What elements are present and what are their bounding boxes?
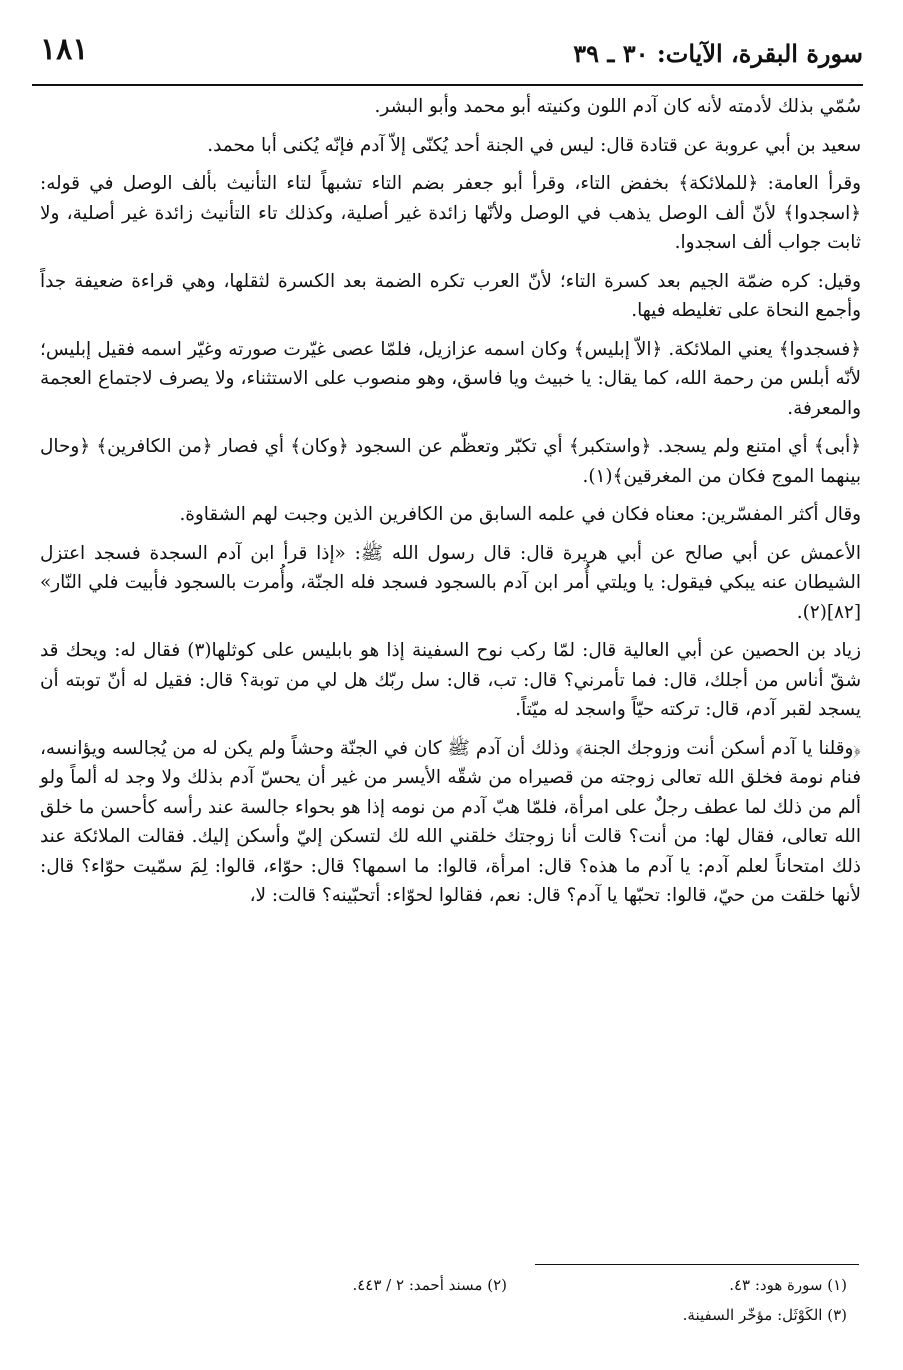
paragraph: ﴿فسجدوا﴾ يعني الملائكة. ﴿الاّ إبليس﴾ وكان اسمه عزازيل، فلمّا عصى غيّرت صورته وغيّر اسمه فقيل إبليس؛ لأنّه أبلس من رحمة الله، كما يقال: يا خبيث ويا فاسق، وهو منصوب على الاستثناء، ولا يصرف لاجتماع العجمة والمعرفة. [40, 338, 861, 419]
paragraph: ﴿وقلنا يا آدم أسكن أنت وزوجك الجنة﴾ وذلك أن آدم ﷺ كان في الجنّة وحشاً ولم يكن له من يُجالسه ويؤانسه، فنام نومة فخلق الله تعالى زوجته من قصيراه من شقّه الأيسر من غير أن يحسّ آدم بذلك ولا وجد له ألماً ولو ألم من ذلك لما عطف رجلٌ على امرأة، فلمّا هبّ آدم من نومه إذا هو بحواء جالسة عند رأسه كأحسن ما خلق الله تعالى، فقال لها: من أنت؟ قالت أنا زوجتك خلقني الله لك لتسكن إليّ وأسكن إليك. فقالت الملائكة عند ذلك امتحاناً لعلم آدم: يا آدم ما هذه؟ قال: امرأة، قالوا: ما اسمها؟ قال: حوّاء، قالوا: لِمَ سمّيت حوّاء؟ قال: لأنها خلقت من حيّ، قالوا: تحبّها يا آدم؟ قال: نعم، فقالوا لحوّاء: أتحبّينه؟ قالت: لا، [40, 737, 861, 906]
paragraph: ﴿أبى﴾ أي امتنع ولم يسجد. ﴿واستكبر﴾ أي تكبّر وتعظّم عن السجود ﴿وكان﴾ أي فصار ﴿من الكافرين﴾ ﴿وحال بينهما الموج فكان من المغرقين﴾(١). [40, 436, 861, 487]
body-text [40, 92, 861, 920]
running-title: سورة البقرة، الآيات: ٣٠ ـ ٣٩ [573, 39, 863, 68]
footnote-3: (٣) الكَوْثَل: مؤخّر السفينة. [682, 1306, 847, 1324]
paragraph: زياد بن الحصين عن أبي العالية قال: لمّا ركب نوح السفينة إذا هو بابليس على كوثلها(٣) فقال له: ويحك قد شقّ أناس من أجلك، قال: فما تأمرني؟ قال: تب، قال: سل ربّك هل لي من توبة؟ قال: فقيل له أنّ توبته أن يسجد لقبر آدم، قال: تركته حيّاً واسجد له ميّتاً. [40, 640, 861, 720]
paragraph: وقال أكثر المفسّرين: معناه فكان في علمه السابق من الكافرين الذين وجبت لهم الشقاوة. [179, 504, 861, 525]
header-rule [32, 84, 863, 86]
paragraph: الأعمش عن أبي صالح عن أبي هريرة قال: قال رسول الله ﷺ: «إذا قرأ ابن آدم السجدة فسجد اعتزل الشيطان عنه يبكي فيقول: يا ويلتي أُمر ابن آدم بالسجود فسجد فله الجنّة، وأُمرت بالسجود فأبيت فلي النّار» [٨٢](٢). [40, 542, 861, 623]
footnotes [40, 1270, 847, 1330]
paragraph: وقرأ العامة: ﴿للملائكة﴾ بخفض التاء، وقرأ أبو جعفر بضم التاء تشبهاً لتاء التأنيث بألف الوصل في قوله: ﴿اسجدوا﴾ لأنّ ألف الوصل يذهب في الوصل ولأنّها زائدة غير أصلية، وكذلك تاء التأنيث زائدة غير أصلية، ولا ثابت جواب ألف اسجدوا. [40, 173, 861, 253]
footnote-rule [535, 1264, 859, 1265]
paragraph: سعيد بن أبي عروبة عن قتادة قال: ليس في الجنة أحد يُكنّى إلاّ آدم فإنّه يُكنى أبا محمد. [207, 134, 861, 156]
footnote-2: (٢) مسند أحمد: ٢ / ٤٤٣. [352, 1276, 507, 1294]
footnote-1: (١) سورة هود: ٤٣. [729, 1276, 847, 1294]
paragraph: سُمّي بذلك لأدمته لأنه كان آدم اللون وكنيته أبو محمد وأبو البشر. [374, 96, 861, 117]
paragraph: وقيل: كره ضمّة الجيم بعد كسرة التاء؛ لأنّ العرب تكره الضمة بعد الكسرة لثقلها، وهي قراءة ضعيفة جداً وأجمع النحاة على تغليطه فيها. [40, 270, 861, 321]
page-number: ١٨١ [40, 32, 89, 67]
